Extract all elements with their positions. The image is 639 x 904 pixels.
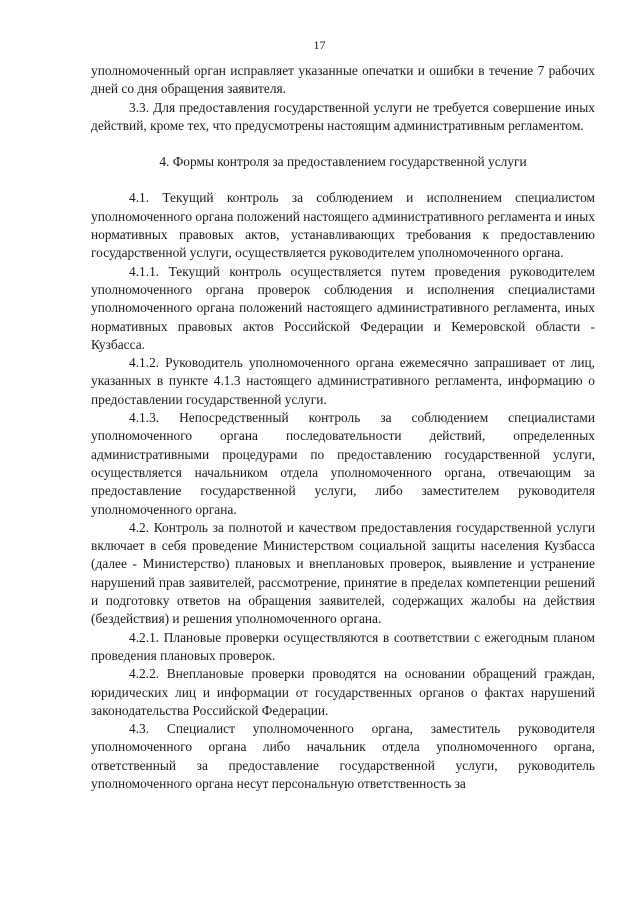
paragraph-4-1: 4.1. Текущий контроль за соблюдением и исполнением специалистом уполномоченного органа положений настоящего административного регламента и иных нормативных правовых актов, устанавливающих требования к предоставлению государственной услуги, осуществляется руководителем уполномоченного органа. [91, 190, 595, 261]
paragraph-4-2: 4.2. Контроль за полнотой и качеством предоставления государственной услуги включает в себя проведение Министерством социальной защиты населения Кузбасса (далее - Министерство) плановых и внеплановых проверок, выявление и устранение нарушений прав заявителей, рассмотрение, принятие в пределах компетенции решений и подготовку ответов на обращения заявителей, содержащих жалобы на действия (бездействия) и решения уполномоченного органа. [91, 519, 595, 627]
paragraph-4-1-2: 4.1.2. Руководитель уполномоченного органа ежемесячно запрашивает от лиц, указанных в пункте 4.1.3 настоящего административного регламента, информацию о предоставлении государственной услуги. [91, 355, 595, 407]
paragraph-3-3: 3.3. Для предоставления государственной услуги не требуется совершение иных действий, кроме тех, что предусмотрены настоящим административным регламентом. [91, 99, 595, 133]
paragraph-4-1-1: 4.1.1. Текущий контроль осуществляется путем проведения руководителем уполномоченного органа проверок соблюдения и исполнения специалистами уполномоченного органа положений настоящего административного регламента, иных нормативных правовых актов Российской Федерации и Кемеровской области - Кузбасса. [91, 263, 595, 352]
paragraph-4-2-1: 4.2.1. Плановые проверки осуществляются в соответствии с ежегодным планом проведения плановых проверок. [91, 629, 595, 663]
page-number: 17 [313, 38, 326, 52]
paragraph-4-1-3: 4.1.3. Непосредственный контроль за соблюдением специалистами уполномоченного органа последовательности действий, определенных административными процедурами по предоставлению государственной услуги, осуществляется начальником отдела уполномоченного органа, отвечающим за предоставление государственной услуги, либо заместителем руководителя уполномоченного органа. [91, 410, 595, 517]
paragraph-4-3: 4.3. Специалист уполномоченного органа, заместитель руководителя уполномоченного органа либо начальник отдела уполномоченного органа, ответственный за предоставление государственной услуги, руководитель уполномоченного органа несут персональную ответственность за [91, 721, 595, 791]
paragraph-4-2-2: 4.2.2. Внеплановые проверки проводятся на основании обращений граждан, юридических лиц и информации от государственных органов о фактах нарушений законодательства Российской Федерации. [91, 666, 595, 718]
section-heading: 4. Формы контроля за предоставлением государственной услуги [159, 154, 527, 170]
document-body [91, 62, 595, 793]
paragraph-continuation: уполномоченный орган исправляет указанные опечатки и ошибки в течение 7 рабочих дней со дня обращения заявителя. [91, 63, 595, 97]
